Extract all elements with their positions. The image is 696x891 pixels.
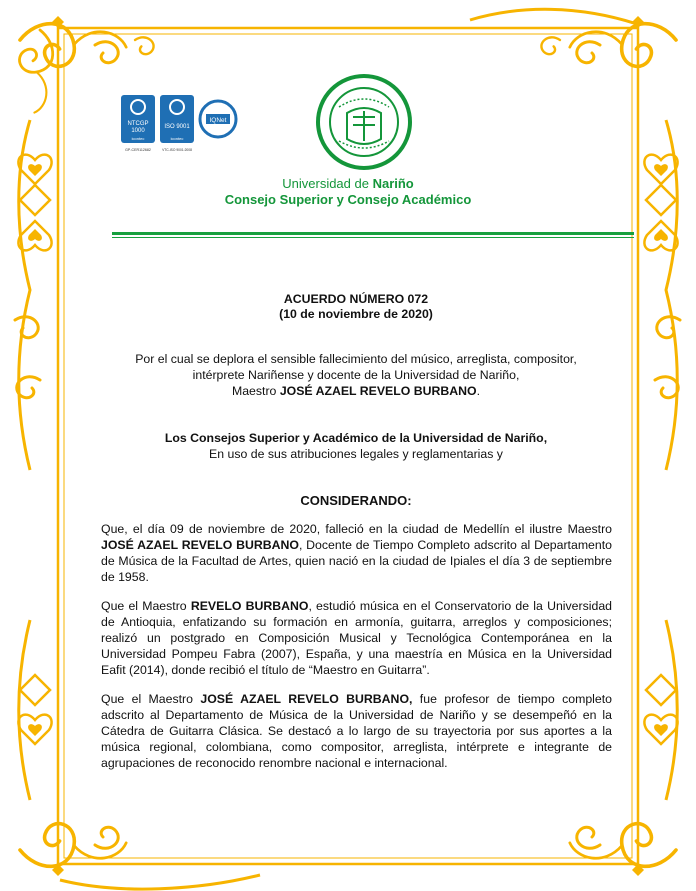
iso-9001-badge-icon: [160, 95, 194, 152]
paragraph-1-text-a: Que, el día 09 de noviembre de 2020, falleció en la ciudad de Medellín el ilustre Maestro: [101, 522, 612, 536]
agreement-date: (10 de noviembre de 2020): [279, 307, 433, 321]
university-prefix: Universidad de: [282, 176, 373, 191]
header-divider-thin: [112, 237, 634, 238]
svg-text:IQNet: IQNet: [209, 117, 227, 124]
paragraph-2-text-b: , estudió música en el Conservatorio de la Universidad de Antioquia, enfatizando su formación en armonía, guitarra, arreglos y composiciones; realizó un postgrado en Composición Musical y Tecnológica Contemporánea en la Universidad Pompeu Fabra (2007), España, y una maestría en Música en la Universidad Eafit (2014), donde recibió el título de “Maestro en Guitarra”.: [101, 599, 612, 677]
agreement-number: ACUERDO NÚMERO 072: [283, 292, 429, 306]
preamble-prefix: Maestro: [231, 384, 280, 398]
paragraph-3-text-a: Que el Maestro: [101, 692, 201, 706]
considerando-heading: CONSIDERANDO:: [300, 493, 412, 508]
preamble-name: JOSÉ AZAEL REVELO BURBANO: [279, 384, 477, 398]
svg-text:icontec: icontec: [170, 136, 184, 141]
authority-line-1: Los Consejos Superior y Académico de la Universidad de Nariño,: [164, 431, 548, 445]
paragraph-3: [101, 691, 612, 771]
paragraph-1-name: JOSÉ AZAEL REVELO BURBANO: [101, 538, 299, 552]
svg-text:ISO 9001: ISO 9001: [164, 124, 190, 130]
svg-text:VTC-ISO 9001:2008: VTC-ISO 9001:2008: [162, 148, 192, 152]
preamble-line-2: intérprete Nariñense y docente de la Universidad de Nariño,: [192, 368, 520, 382]
ntcgp-1000-badge-icon: [121, 95, 155, 152]
svg-text:1000: 1000: [131, 128, 145, 134]
paragraph-3-text-b: fue profesor de tiempo completo adscrito al Departamento de Música de la Universidad de Nariño y se desempeñó en la Cátedra de Guitarra Clásica. Se destacó a lo largo de su trayectoria por sus aportes a la música regional, colombiana, como compositor, arreglista, intérprete e integrante de agrupaciones de reconocido renombre nacional e internacional.: [101, 692, 612, 770]
preamble-line-1: Por el cual se deplora el sensible fallecimiento del músico, arreglista, compositor,: [135, 352, 577, 366]
svg-text:NTCGP: NTCGP: [127, 121, 149, 127]
university-name: [0, 176, 696, 191]
iqnet-badge-icon: [200, 101, 236, 137]
paragraph-2-name: REVELO BURBANO: [190, 599, 309, 613]
paragraph-1-text-b: , Docente de Tiempo Completo adscrito al Departamento de Música de la Facultad de Artes, quien nació en la ciudad de Ipiales el día 3 de septiembre de 1958.: [101, 538, 612, 584]
header-divider: [112, 232, 634, 235]
authority-line-2: En uso de sus atribuciones legales y reglamentarias y: [209, 447, 503, 461]
university-seal-icon: [315, 73, 413, 171]
svg-text:GP-CER112682: GP-CER112682: [125, 148, 151, 152]
paragraph-2: [101, 598, 612, 678]
paragraph-1: [101, 521, 612, 585]
svg-text:icontec: icontec: [131, 136, 145, 141]
certification-badges: [118, 95, 238, 157]
paragraph-2-text-a: Que el Maestro: [101, 599, 191, 613]
council-name: Consejo Superior y Consejo Académico: [224, 192, 472, 207]
university-name-bold: Nariño: [372, 176, 414, 191]
preamble-line-3: [100, 384, 612, 399]
paragraph-3-name: JOSÉ AZAEL REVELO BURBANO,: [200, 692, 413, 706]
preamble-suffix: .: [476, 384, 481, 398]
